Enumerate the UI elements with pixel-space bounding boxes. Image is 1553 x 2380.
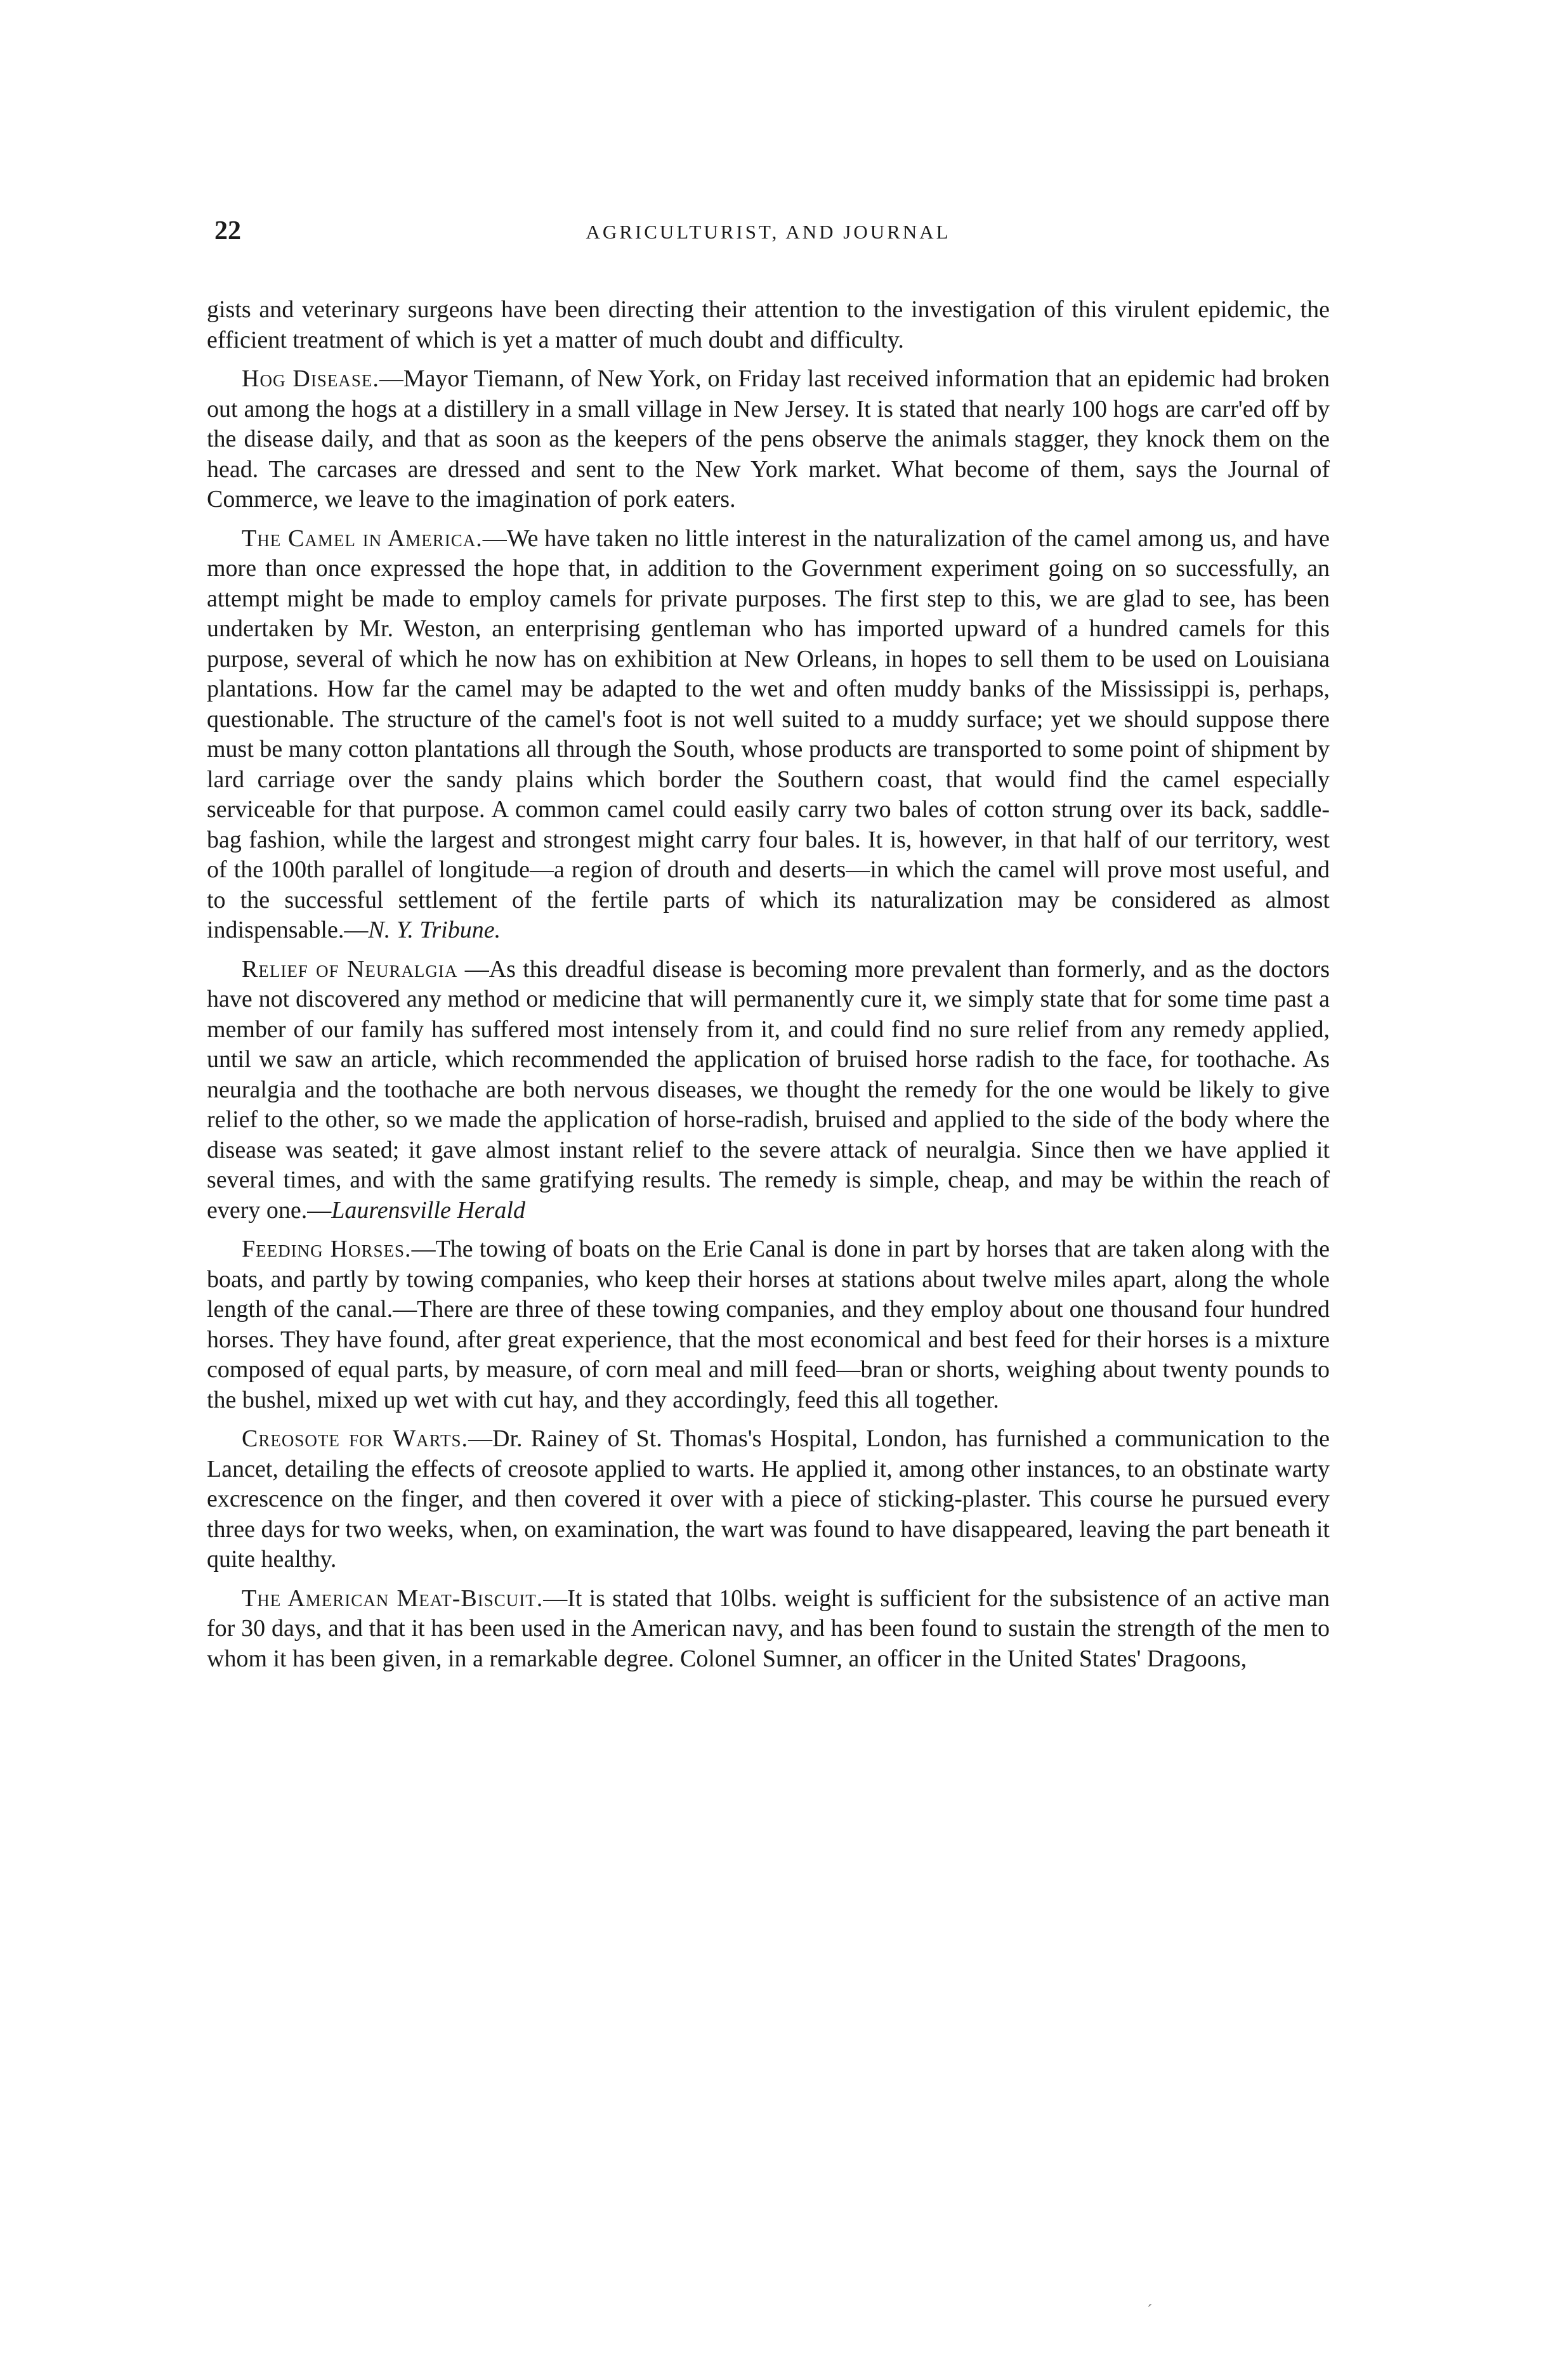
paragraph-feeding-horses [207,1234,1330,1415]
paragraph-continuation [207,295,1330,355]
paragraph-relief-of-neuralgia [207,955,1330,1226]
page-number: 22 [214,216,241,245]
scan-blemish: ˊ [1147,2301,1153,2320]
paragraph-source: Laurensville Herald [331,1196,525,1224]
paragraph-heading: Relief of Neuralgia [242,955,458,983]
paragraph-hog-disease [207,364,1330,515]
paragraph-american-meat-biscuit [207,1584,1330,1675]
paragraph-heading: The American Meat-Biscuit. [242,1585,544,1612]
paragraph-creosote-for-warts [207,1424,1330,1575]
paragraph-text: gists and veterinary surgeons have been directing their attention to the investigation of this virulent epidemic, the efficient treatment of which is yet a matter of much doubt and difficulty. [207,296,1330,353]
paragraph-camel-in-america [207,524,1330,946]
paragraph-heading: Hog Disease. [242,365,379,392]
paragraph-heading: Feeding Horses. [242,1236,412,1262]
running-title: AGRICULTURIST, AND JOURNAL [586,221,951,243]
paragraph-heading: Creosote for Warts. [242,1425,468,1452]
article-body [207,295,1330,1674]
paragraph-heading: The Camel in America. [242,525,483,552]
page-header [207,216,1330,260]
paragraph-text: —It is stated that 10lbs. weight is sufficient for the subsistence of an active man for 30 days, and that it has been used in the American navy, and has been found to sustain the strength of the men to whom it has been given, in a remarkable degree. Colonel Sumner, an officer in the United States' Dragoons, [207,1585,1330,1672]
paragraph-text: —As this dreadful disease is becoming more prevalent than formerly, and as the doctors have not discovered any method or medicine that will permanently cure it, we simply state that for some time past a member of our family has suffered most intensely from it, and could find no sure relief from any remedy applied, until we saw an article, which recommended the application of bruised horse radish to the face, for toothache. As neuralgia and the toothache are both nervous diseases, we thought the remedy for the one would be likely to give relief to the other, so we made the application of horse-radish, bruised and applied to the side of the body where the disease was seated; it gave almost instant relief to the severe attack of neuralgia. Since then we have applied it several times, and with the same gratifying results. The remedy is simple, cheap, and may be within the reach of every one.— [207,955,1330,1224]
page-content [207,216,1330,1683]
paragraph-source: N. Y. Tribune. [368,917,501,943]
paragraph-text: —We have taken no little interest in the naturalization of the camel among us, and have more than once expressed the hope that, in addition to the Government experiment going on so successfully, an attempt might be made to employ camels for private purposes. The first step to this, we are glad to see, has been undertaken by Mr. Weston, an enterprising gentleman who has imported upward of a hundred camels for this purpose, several of which he now has on exhibition at New Orleans, in hopes to sell them to be used on Louisiana plantations. How far the camel may be adapted to the wet and often muddy banks of the Mississippi is, perhaps, questionable. The structure of the camel's foot is not well suited to a muddy surface; yet we should suppose there must be many cotton plantations all through the South, whose products are transported to some point of shipment by lard carriage over the sandy plains which border the Southern coast, that would find the camel especially serviceable for that purpose. A common camel could easily carry two bales of cotton strung over its back, saddle-bag fashion, while the largest and strongest might carry four bales. It is, however, in that half of our territory, west of the 100th parallel of longitude—a region of drouth and deserts—in which the camel will prove most useful, and to the successful settlement of the fertile parts of which its naturalization may be considered as almost indispensable.— [207,525,1330,943]
paragraph-text: —Mayor Tiemann, of New York, on Friday last received information that an epidemic had broken out among the hogs at a distillery in a small village in New Jersey. It is stated that nearly 100 hogs are carr'ed off by the disease daily, and that as soon as the keepers of the pens observe the animals stagger, they knock them on the head. The carcases are dressed and sent to the New York market. What become of them, says the Journal of Commerce, we leave to the imagination of pork eaters. [207,365,1330,513]
paragraph-text: —Dr. Rainey of St. Thomas's Hospital, London, has furnished a communication to the Lancet, detailing the effects of creosote applied to warts. He applied it, among other instances, to an obstinate warty excrescence on the finger, and then covered it over with a piece of sticking-plaster. This course he pursued every three days for two weeks, when, on examination, the wart was found to have disappeared, leaving the part beneath it quite healthy. [207,1425,1330,1573]
paragraph-text: —The towing of boats on the Erie Canal is done in part by horses that are taken along with the boats, and partly by towing companies, who keep their horses at stations about twelve miles apart, along the whole length of the canal.—There are three of these towing companies, and they employ about one thousand four hundred horses. They have found, after great experience, that the most economical and best feed for their horses is a mixture composed of equal parts, by measure, of corn meal and mill feed—bran or shorts, weighing about twenty pounds to the bushel, mixed up wet with cut hay, and they accordingly, feed this all together. [207,1236,1330,1413]
